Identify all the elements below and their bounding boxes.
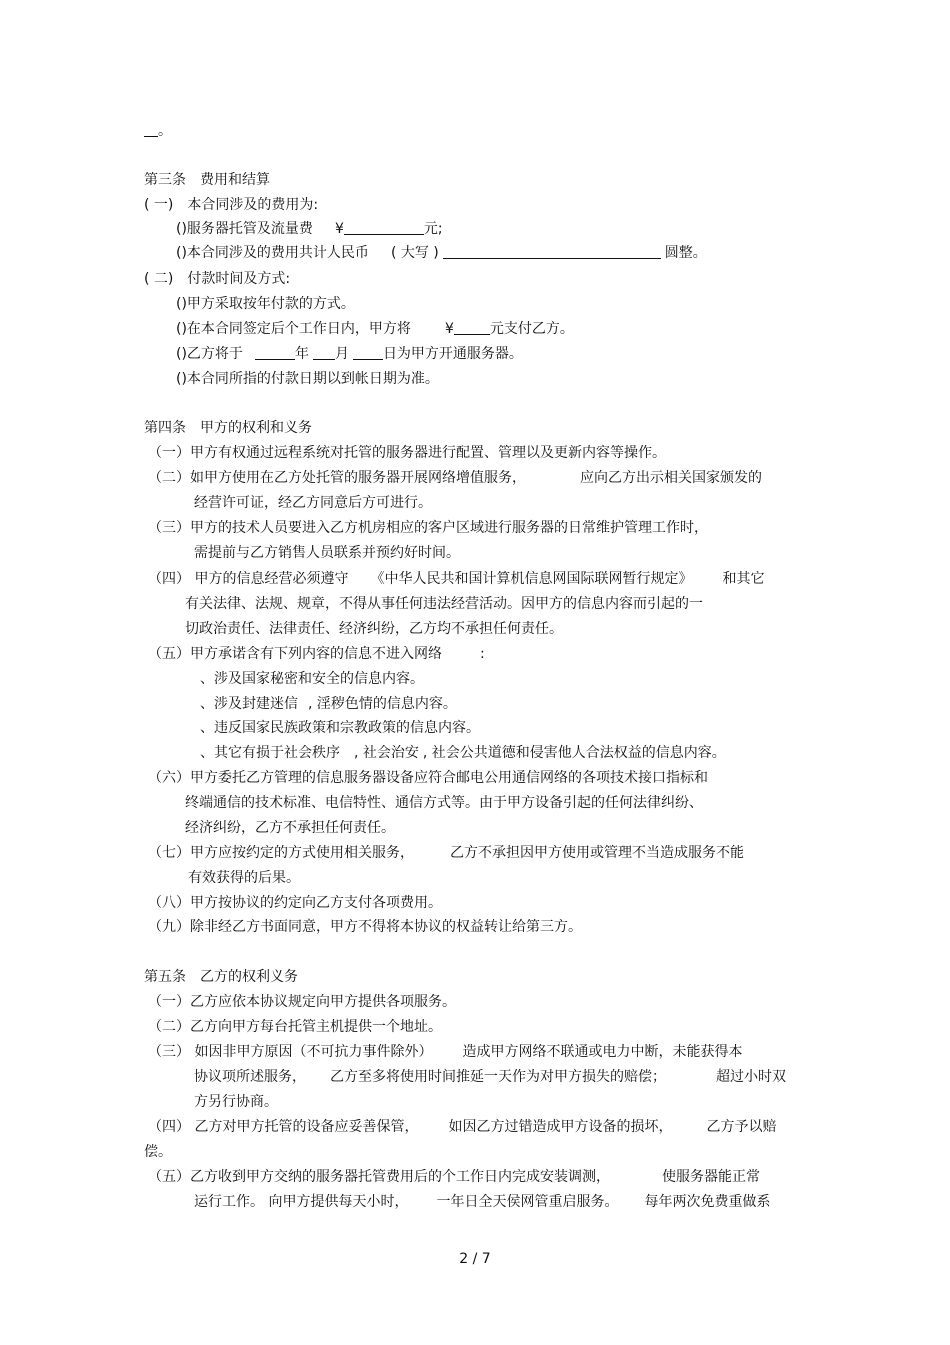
- art5-item-3-cont2: 方另行协商。: [194, 1094, 278, 1110]
- art4-item-4: （四） 甲方的信息经营必须遵守 《中华人民共和国计算机信息网国际联网暂行规定》 和其它: [148, 571, 765, 587]
- art3-clause-2d: ()本合同所指的付款日期以到帐日期为准。: [176, 371, 439, 387]
- article-5-title: 第五条 乙方的权利义务: [144, 969, 298, 985]
- art5-item-2: （二）乙方向甲方每台托管主机提供一个地址。: [148, 1019, 442, 1035]
- art4-item-5-point-4: 、其它有损于社会秩序 , 社会治安 , 社会公共道德和侵害他人合法权益的信息内容。: [200, 745, 726, 761]
- art4-item-9: （九）除非经乙方书面同意，甲方不得将本协议的权益转让给第三方。: [148, 919, 582, 935]
- art4-item-5-point-1: 、涉及国家秘密和安全的信息内容。: [200, 671, 424, 687]
- art4-item-8: （八）甲方按协议的约定向乙方支付各项费用。: [148, 895, 442, 911]
- top-fragment: 。: [144, 122, 172, 140]
- art4-item-7: （七）甲方应按约定的方式使用相关服务， 乙方不承担因甲方使用或管理不当造成服务不能: [148, 845, 744, 861]
- art4-item-3-cont: 需提前与乙方销售人员联系并预约好时间。: [194, 545, 460, 561]
- art4-item-5: （五）甲方承诺含有下列内容的信息不进入网络 :: [148, 646, 485, 662]
- art3-clause-2a: ()甲方采取按年付款的方式。: [176, 296, 355, 312]
- art4-item-6-cont2: 经济纠纷，乙方不承担任何责任。: [185, 820, 395, 836]
- art5-item-1: （一）乙方应依本协议规定向甲方提供各项服务。: [148, 994, 456, 1010]
- art5-item-4-cont: 偿。: [144, 1144, 172, 1160]
- amount-words-blank: [443, 244, 661, 259]
- day-blank: [353, 345, 383, 360]
- art4-item-4-cont1: 有关法律、法规、规章，不得从事任何违法经营活动。因甲方的信息内容而引起的一: [185, 596, 703, 612]
- art4-item-5-point-3: 、违反国家民族政策和宗教政策的信息内容。: [200, 720, 480, 736]
- art4-item-1: （一）甲方有权通过远程系统对托管的服务器进行配置、管理以及更新内容等操作。: [148, 445, 666, 461]
- art4-item-4-cont2: 切政治责任、法律责任、经济纠纷，乙方均不承担任何责任。: [185, 621, 563, 637]
- art4-item-6: （六）甲方委托乙方管理的信息服务器设备应符合邮电公用通信网络的各项技术接口指标和: [148, 770, 708, 786]
- amount-blank: [344, 220, 424, 235]
- art3-clause-1b: ()本合同涉及的费用共计人民币 ( 大写 ) 圆整。: [176, 245, 707, 261]
- article-4-title: 第四条 甲方的权利和义务: [144, 420, 312, 436]
- article-3-title: 第三条 费用和结算: [144, 172, 270, 188]
- art3-clause-2c: ()乙方将于 年 月 日为甲方开通服务器。: [176, 346, 523, 362]
- art4-item-2-cont: 经营许可证，经乙方同意后方可进行。: [194, 495, 432, 511]
- art5-item-5: （五）乙方收到甲方交纳的服务器托管费用后的个工作日内完成安装调测， 使服务器能正常: [148, 1169, 760, 1185]
- art3-clause-2b: ()在本合同签定后个工作日内，甲方将 ¥ 元支付乙方。: [176, 321, 574, 337]
- art3-clause-2: ( 二) 付款时间及方式:: [144, 271, 291, 287]
- art3-clause-1a: ()服务器托管及流量费 ¥ 元;: [176, 221, 443, 237]
- year-blank: [255, 345, 295, 360]
- amount-blank: [454, 320, 490, 335]
- blank-underline: [144, 122, 158, 137]
- art5-item-4: （四） 乙方对甲方托管的设备应妥善保管， 如因乙方过错造成甲方设备的损坏， 乙方予以赔: [148, 1119, 777, 1135]
- art3-clause-1: ( 一) 本合同涉及的费用为:: [144, 197, 319, 213]
- art4-item-7-cont: 有效获得的后果。: [188, 870, 300, 886]
- art4-item-6-cont1: 终端通信的技术标准、电信特性、通信方式等。由于甲方设备引起的任何法律纠纷、: [185, 795, 703, 811]
- art5-item-3-cont1: 协议项所述服务， 乙方至多将使用时间推延一天作为对甲方损失的赔偿； 超过小时双: [194, 1069, 786, 1085]
- art5-item-3: （三） 如因非甲方原因（不可抗力事件除外） 造成甲方网络不联通或电力中断，未能获得本: [148, 1044, 743, 1060]
- month-blank: [313, 345, 335, 360]
- page-number: 2 / 7: [459, 1251, 491, 1267]
- art4-item-5-point-2: 、涉及封建迷信 , 淫秽色情的信息内容。: [200, 696, 457, 712]
- art4-item-3: （三）甲方的技术人员要进入乙方机房相应的客户区域进行服务器的日常维护管理工作时，: [148, 520, 708, 536]
- art4-item-2: （二）如甲方使用在乙方处托管的服务器开展网络增值服务， 应向乙方出示相关国家颁发的: [148, 470, 762, 486]
- art5-item-5-cont: 运行工作。 向甲方提供每天小时， 一年日全天侯网管重启服务。 每年两次免费重做系: [194, 1194, 771, 1210]
